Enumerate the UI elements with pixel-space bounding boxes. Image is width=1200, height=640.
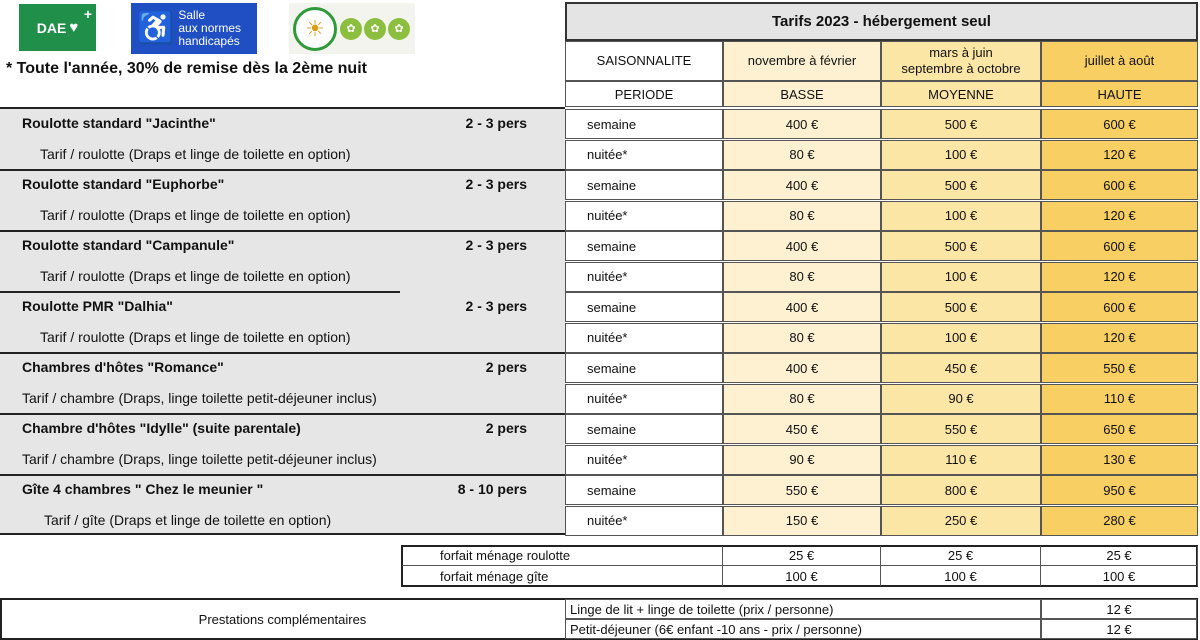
accommodation-name: Roulotte PMR "Dalhia" [22,298,173,314]
season-moyenne-header [881,41,1041,81]
period-semaine: semaine [565,292,723,322]
price-semaine: 550 € [881,414,1041,444]
gites-de-france-logo [289,3,415,54]
forfait-label: forfait ménage roulotte [402,546,723,566]
price-nuitee: 90 € [881,384,1041,414]
period-semaine: semaine [565,353,723,383]
period-semaine: semaine [565,170,723,200]
periode-header: PERIODE [565,81,723,107]
ear-of-wheat-icon: ✿ [364,18,386,40]
price-nuitee: 80 € [723,323,881,353]
row-separator [0,230,565,232]
season-basse-header [723,41,881,81]
price-nuitee: 120 € [1041,201,1198,231]
level-basse: BASSE [723,81,881,107]
prestation-price: 12 € [1041,599,1197,619]
period-nuitee: nuitée* [565,262,723,292]
handicap-text-1: Salle [178,8,206,22]
row-separator [0,533,565,535]
table-title: Tarifs 2023 - hébergement seul [565,2,1198,41]
tariff-description: Tarif / gîte (Draps et linge de toilette en option) [44,511,332,528]
price-nuitee: 80 € [723,201,881,231]
period-semaine: semaine [565,475,723,505]
price-nuitee: 110 € [881,445,1041,475]
accommodation-name: Roulotte standard "Jacinthe" [22,115,216,131]
prestation-label: Petit-déjeuner (6€ enfant -10 ans - prix / personne) [565,619,1041,639]
accommodation-name: Gîte 4 chambres " Chez le meunier " [22,481,264,497]
price-nuitee: 110 € [1041,384,1198,414]
price-semaine: 500 € [881,109,1041,139]
forfait-label: forfait ménage gîte [402,566,723,586]
price-semaine: 950 € [1041,475,1198,505]
price-semaine: 650 € [1041,414,1198,444]
accommodation-name: Roulotte standard "Campanule" [22,237,235,253]
prestations-title: Prestations complémentaires [198,611,367,627]
capacity: 2 pers [485,359,527,375]
handicap-logo [131,3,257,54]
plus-icon: + [83,6,92,22]
row-separator [0,413,565,415]
period-nuitee: nuitée* [565,445,723,475]
price-nuitee: 130 € [1041,445,1198,475]
price-nuitee: 80 € [723,262,881,292]
forfait-price: 25 € [881,546,1041,566]
tariff-description: Tarif / roulotte (Draps et linge de toilette en option) [40,267,351,284]
capacity: 2 - 3 pers [465,298,527,314]
capacity: 2 - 3 pers [465,237,527,253]
accommodation-list [0,107,565,534]
wheelchair-icon: ♿ [137,11,175,45]
price-nuitee: 80 € [723,140,881,170]
season-label: mars à juin septembre à octobre [901,45,1021,76]
prestation-price: 12 € [1041,619,1197,639]
price-semaine: 400 € [723,231,881,261]
period-nuitee: nuitée* [565,323,723,353]
handicap-text-3: handicapés [178,34,240,48]
price-nuitee: 100 € [881,262,1041,292]
period-semaine: semaine [565,231,723,261]
price-semaine: 550 € [723,475,881,505]
price-nuitee: 250 € [881,506,1041,536]
ear-of-wheat-icon: ✿ [388,18,410,40]
price-nuitee: 120 € [1041,140,1198,170]
capacity: 2 - 3 pers [465,176,527,192]
ear-of-wheat-icon: ✿ [340,18,362,40]
price-semaine: 500 € [881,231,1041,261]
price-semaine: 550 € [1041,353,1198,383]
price-nuitee: 150 € [723,506,881,536]
price-nuitee: 120 € [1041,262,1198,292]
season-label: juillet à août [1084,53,1155,68]
price-semaine: 400 € [723,353,881,383]
price-semaine: 500 € [881,292,1041,322]
price-nuitee: 100 € [881,201,1041,231]
tariff-description: Tarif / roulotte (Draps et linge de toilette en option) [40,206,351,223]
dae-logo [19,4,96,51]
tariff-description: Tarif / chambre (Draps, linge toilette petit-déjeuner inclus) [22,389,377,406]
price-semaine: 450 € [881,353,1041,383]
season-haute-header [1041,41,1198,81]
forfait-price: 100 € [1041,566,1198,586]
discount-note: * Toute l'année, 30% de remise dès la 2ème nuit [6,60,367,77]
heart-icon: ♥ [69,19,79,36]
row-separator [0,474,565,476]
price-semaine: 450 € [723,414,881,444]
price-nuitee: 80 € [723,384,881,414]
saisonnalite-header: SAISONNALITE [565,41,723,81]
price-nuitee: 100 € [881,140,1041,170]
tariff-description: Tarif / roulotte (Draps et linge de toilette en option) [40,328,351,345]
price-nuitee: 280 € [1041,506,1198,536]
period-nuitee: nuitée* [565,506,723,536]
level-moyenne: MOYENNE [881,81,1041,107]
price-semaine: 800 € [881,475,1041,505]
period-semaine: semaine [565,109,723,139]
price-nuitee: 90 € [723,445,881,475]
forfait-price: 100 € [723,566,881,586]
capacity: 2 pers [485,420,527,436]
accommodation-name: Chambre d'hôtes "Idylle" (suite parentale) [22,420,301,436]
price-nuitee: 100 € [881,323,1041,353]
prestation-label: Linge de lit + linge de toilette (prix / personne) [565,599,1041,619]
level-haute: HAUTE [1041,81,1198,107]
tariff-description: Tarif / chambre (Draps, linge toilette petit-déjeuner inclus) [22,450,377,467]
price-semaine: 500 € [881,170,1041,200]
price-semaine: 400 € [723,170,881,200]
price-semaine: 400 € [723,109,881,139]
price-semaine: 400 € [723,292,881,322]
forfait-price: 100 € [881,566,1041,586]
price-semaine: 600 € [1041,109,1198,139]
period-nuitee: nuitée* [565,140,723,170]
dae-logo-text: DAE [36,19,67,36]
row-separator [0,291,400,293]
person-icon: ☀ [293,7,337,51]
price-nuitee: 120 € [1041,323,1198,353]
accommodation-name: Roulotte standard "Euphorbe" [22,176,225,192]
row-separator [0,352,565,354]
capacity: 8 - 10 pers [457,481,527,497]
price-semaine: 600 € [1041,170,1198,200]
row-separator [0,169,565,171]
forfait-price: 25 € [1041,546,1198,566]
price-semaine: 600 € [1041,292,1198,322]
period-nuitee: nuitée* [565,201,723,231]
period-semaine: semaine [565,414,723,444]
season-label: novembre à février [747,53,857,68]
accommodation-name: Chambres d'hôtes "Romance" [22,359,224,375]
tariff-description: Tarif / roulotte (Draps et linge de toilette en option) [40,145,351,162]
price-semaine: 600 € [1041,231,1198,261]
forfait-price: 25 € [723,546,881,566]
period-nuitee: nuitée* [565,384,723,414]
handicap-text-2: aux normes [178,21,242,35]
capacity: 2 - 3 pers [465,115,527,131]
